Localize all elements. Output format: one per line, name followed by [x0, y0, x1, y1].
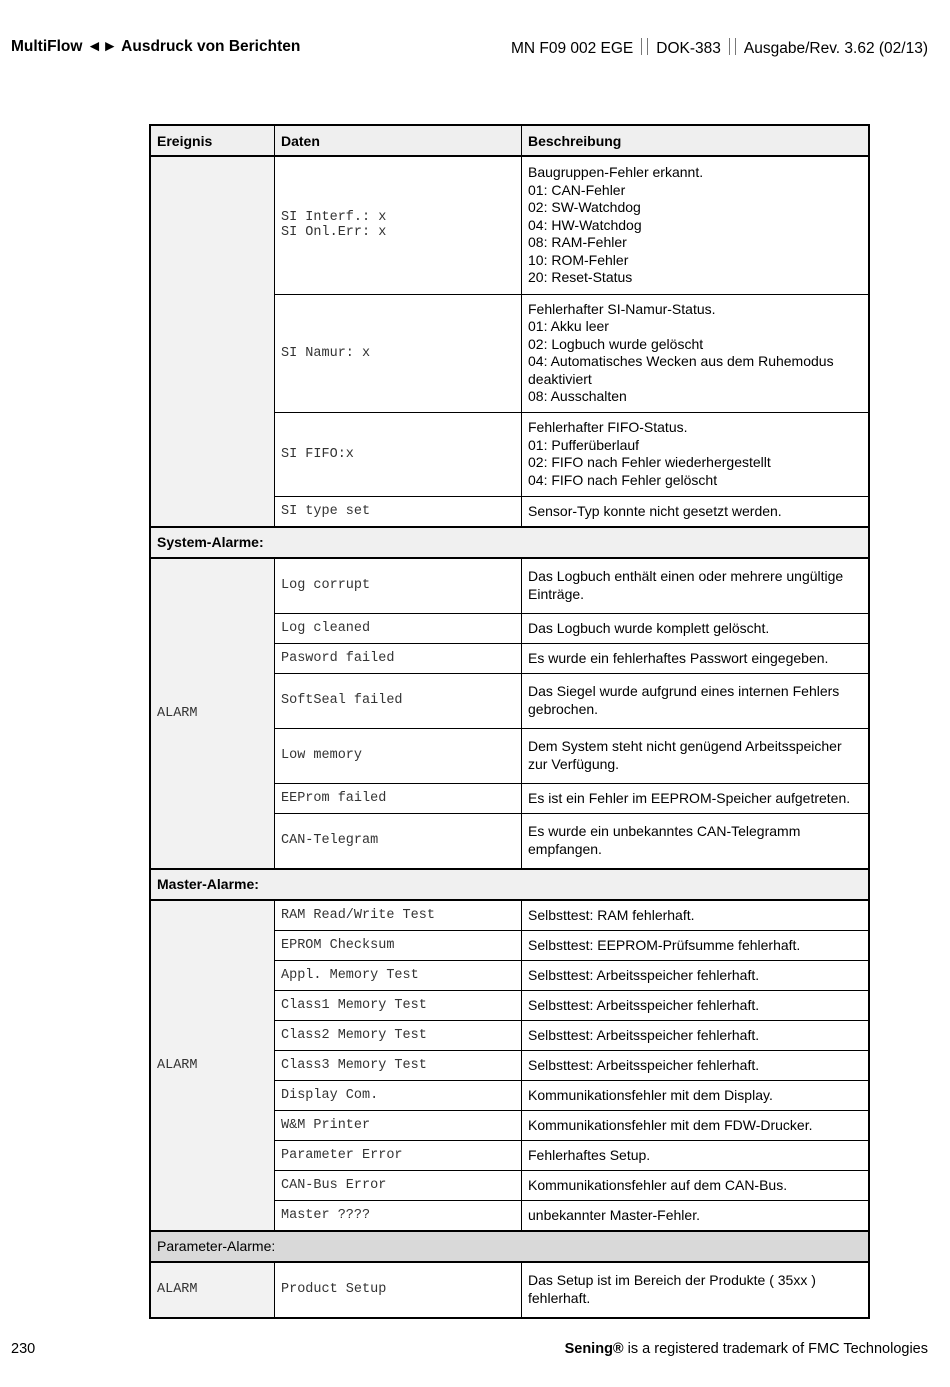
description-cell: Selbsttest: Arbeitsspeicher fehlerhaft.	[522, 1020, 870, 1050]
header-revision: Ausgabe/Rev. 3.62 (02/13)	[743, 40, 928, 57]
page-number: 230	[11, 1341, 36, 1357]
data-cell: W&M Printer	[275, 1110, 522, 1140]
page-header	[11, 38, 928, 60]
data-cell: CAN-Telegram	[275, 813, 522, 869]
description-line: 01: Akku leer	[528, 318, 609, 334]
description-cell: Das Logbuch enthält einen oder mehrere ungültige Einträge.	[522, 558, 870, 614]
data-cell: Class3 Memory Test	[275, 1050, 522, 1080]
page-footer	[11, 1341, 928, 1361]
data-cell: Log corrupt	[275, 558, 522, 614]
description-cell	[522, 156, 870, 294]
description-line: Baugruppen-Fehler erkannt.	[528, 164, 704, 180]
description-cell: Dem System steht nicht genügend Arbeitsspeicher zur Verfügung.	[522, 728, 870, 783]
description-line: Fehlerhafter SI-Namur-Status.	[528, 300, 716, 317]
description-line: 08: Ausschalten	[528, 388, 627, 404]
section-heading-row	[150, 1231, 869, 1262]
table-row	[150, 156, 869, 294]
column-header-data: Daten	[275, 125, 522, 156]
data-cell: Low memory	[275, 728, 522, 783]
trademark-brand: Sening®	[564, 1341, 624, 1357]
header-doc-info	[511, 38, 928, 58]
column-header-event: Ereignis	[150, 125, 275, 156]
description-line: 08: RAM-Fehler	[528, 234, 627, 250]
table-row	[150, 558, 869, 614]
section-heading-row	[150, 527, 869, 558]
data-cell: SI FIFO:x	[275, 412, 522, 496]
description-cell: Kommunikationsfehler mit dem FDW-Drucker.	[522, 1110, 870, 1140]
data-cell: Parameter Error	[275, 1140, 522, 1170]
header-doc-id: DOK-383	[656, 40, 721, 57]
parameter-alarms-section	[150, 1231, 869, 1318]
description-cell: Kommunikationsfehler mit dem Display.	[522, 1080, 870, 1110]
description-cell: Selbsttest: EEPROM-Prüfsumme fehlerhaft.	[522, 930, 870, 960]
header-doc-number: MN F09 002 EGE	[510, 40, 634, 57]
description-cell: Selbsttest: Arbeitsspeicher fehlerhaft.	[522, 990, 870, 1020]
event-cell: ALARM	[150, 1262, 275, 1318]
description-cell: Selbsttest: RAM fehlerhaft.	[522, 900, 870, 931]
data-cell: EPROM Checksum	[275, 930, 522, 960]
description-cell: Fehlerhaftes Setup.	[522, 1140, 870, 1170]
data-cell	[275, 156, 522, 294]
description-cell	[522, 412, 870, 496]
event-cell: ALARM	[150, 558, 275, 869]
data-cell: SI type set	[275, 496, 522, 527]
header-separator	[641, 38, 648, 55]
description-line: 04: HW-Watchdog	[528, 216, 642, 233]
description-cell: Es wurde ein unbekanntes CAN-Telegramm empfangen.	[522, 813, 870, 869]
description-cell: Das Setup ist im Bereich der Produkte ( 35xx ) fehlerhaft.	[522, 1262, 870, 1318]
data-cell: Display Com.	[275, 1080, 522, 1110]
table-header-row	[150, 125, 869, 156]
data-cell: EEProm failed	[275, 783, 522, 813]
description-line: 02: FIFO nach Fehler wiederhergestellt	[528, 454, 771, 470]
description-line: 01: CAN-Fehler	[528, 181, 626, 198]
data-cell: Appl. Memory Test	[275, 960, 522, 990]
master-alarms-section	[150, 869, 869, 1231]
header-separator	[729, 38, 736, 55]
data-line: SI Interf.: x	[281, 210, 387, 226]
description-line: Fehlerhafter FIFO-Status.	[528, 419, 688, 435]
header-title: MultiFlow ◄► Ausdruck von Berichten	[11, 38, 301, 55]
data-cell: Class2 Memory Test	[275, 1020, 522, 1050]
data-cell: SI Namur: x	[275, 294, 522, 412]
description-cell	[522, 294, 870, 412]
table-row	[150, 900, 869, 931]
section-title-system: System-Alarme:	[150, 527, 869, 558]
description-line: 20: Reset-Status	[528, 269, 633, 285]
data-cell: RAM Read/Write Test	[275, 900, 522, 931]
alarm-table	[149, 124, 870, 1319]
description-cell: Selbsttest: Arbeitsspeicher fehlerhaft.	[522, 1050, 870, 1080]
section-heading-row	[150, 869, 869, 900]
data-cell: Class1 Memory Test	[275, 990, 522, 1020]
section-title-parameter: Parameter-Alarme:	[150, 1231, 869, 1262]
description-cell: Das Siegel wurde aufgrund eines internen Fehlers gebrochen.	[522, 673, 870, 728]
trademark-notice	[565, 1341, 928, 1357]
description-line: 02: SW-Watchdog	[528, 199, 641, 215]
description-cell: Sensor-Typ konnte nicht gesetzt werden.	[522, 496, 870, 527]
si-section	[150, 156, 869, 527]
data-cell: Product Setup	[275, 1262, 522, 1318]
description-cell: Es ist ein Fehler im EEPROM-Speicher aufgetreten.	[522, 783, 870, 813]
system-alarms-section	[150, 527, 869, 869]
event-cell	[150, 156, 275, 527]
description-line: 10: ROM-Fehler	[528, 251, 629, 268]
trademark-text: is a registered trademark of FMC Technologies	[623, 1341, 928, 1357]
description-line: 01: Pufferüberlauf	[528, 436, 640, 453]
description-cell: unbekannter Master-Fehler.	[522, 1200, 870, 1231]
table-row	[150, 1262, 869, 1318]
description-line: 04: Automatisches Wecken aus dem Ruhemodus deaktiviert	[528, 353, 834, 387]
description-cell: Das Logbuch wurde komplett gelöscht.	[522, 613, 870, 643]
column-header-description: Beschreibung	[522, 125, 870, 156]
data-line: SI Onl.Err: x	[281, 225, 387, 241]
description-cell: Selbsttest: Arbeitsspeicher fehlerhaft.	[522, 960, 870, 990]
event-cell: ALARM	[150, 900, 275, 1231]
description-line: 02: Logbuch wurde gelöscht	[528, 335, 704, 352]
section-title-master: Master-Alarme:	[150, 869, 869, 900]
data-cell: Pasword failed	[275, 643, 522, 673]
description-line: 04: FIFO nach Fehler gelöscht	[528, 471, 718, 488]
data-cell: Log cleaned	[275, 613, 522, 643]
data-cell: SoftSeal failed	[275, 673, 522, 728]
data-cell: Master ????	[275, 1200, 522, 1231]
description-cell: Es wurde ein fehlerhaftes Passwort eingegeben.	[522, 643, 870, 673]
data-cell: CAN-Bus Error	[275, 1170, 522, 1200]
description-cell: Kommunikationsfehler auf dem CAN-Bus.	[522, 1170, 870, 1200]
